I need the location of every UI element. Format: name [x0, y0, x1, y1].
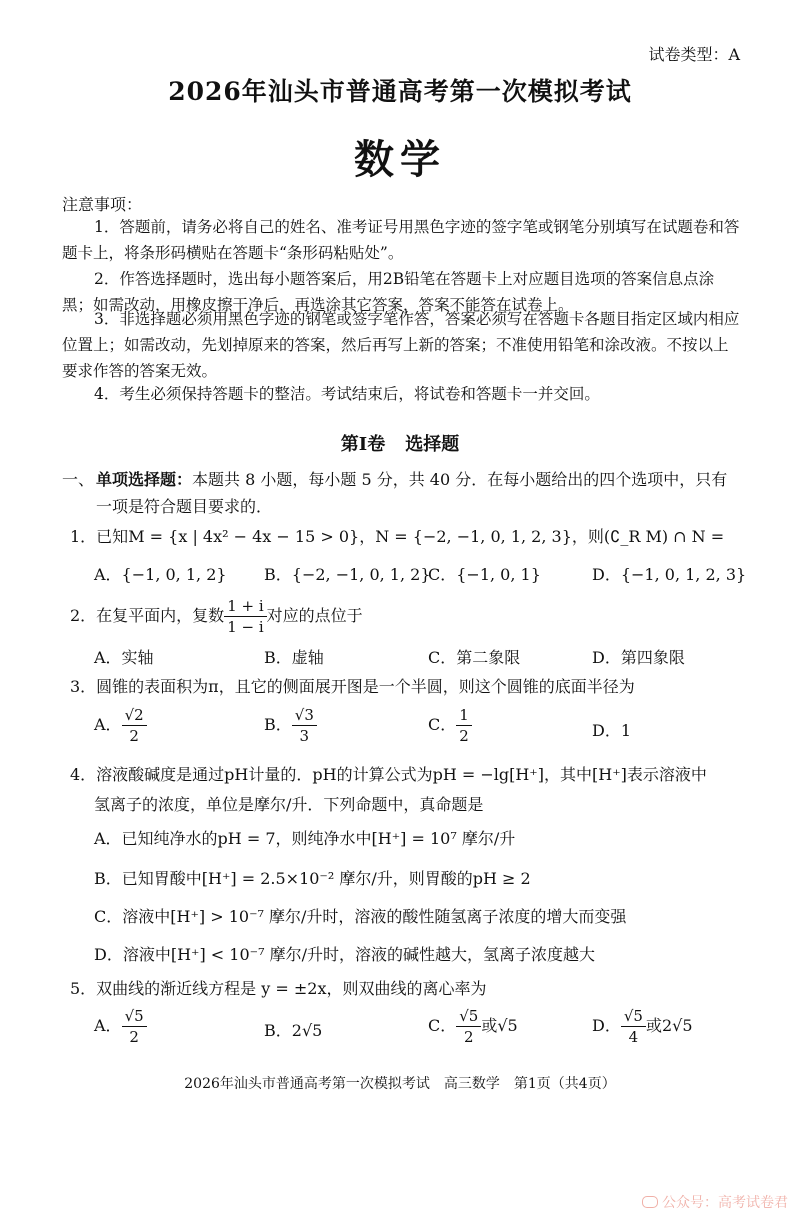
question-5-stem: 5．双曲线的渐近线方程是 y = ±2x，则双曲线的离心率为 — [70, 979, 487, 998]
q3-c-num: 1 — [456, 705, 472, 726]
q5-a-den: 2 — [129, 1028, 139, 1046]
q3-option-a — [94, 705, 147, 746]
watermark-text: 公众号：高考试卷君 — [662, 1195, 788, 1211]
q1-sep: ， — [359, 527, 376, 546]
q1-set-m: M = {x | 4x² − 4x − 15 > 0} — [128, 527, 360, 546]
q5-d-suffix: 或2√5 — [645, 1016, 693, 1035]
q1-set-n: N = {−2, −1, 0, 1, 2, 3} — [375, 527, 572, 546]
watermark — [642, 1192, 788, 1212]
note-item: 4．考生必须保持答题卡的整洁。考试结束后，将试卷和答题卡一并交回。 — [94, 385, 600, 403]
q2-frac-den: 1 − i — [227, 618, 264, 636]
q5-c-num: √5 — [456, 1006, 481, 1027]
q5-option-c — [428, 1006, 518, 1047]
q3-c-den: 2 — [459, 727, 469, 745]
section-name: 选择题 — [405, 434, 460, 455]
q4-option-c: C．溶液中[H⁺] > 10⁻⁷ 摩尔/升时，溶液的酸性随氢离子浓度的增大而变强 — [94, 907, 627, 926]
q2-option-c: C．第二象限 — [428, 648, 521, 667]
part-label: 单项选择题： — [96, 470, 193, 489]
q3-option-c — [428, 705, 472, 746]
q1-option-a: A．{−1, 0, 1, 2} — [94, 565, 227, 584]
q5-option-b: B．2√5 — [264, 1021, 323, 1040]
q5-d-num: √5 — [621, 1006, 646, 1027]
q1-option-d: D．{−1, 0, 1, 2, 3} — [592, 565, 747, 584]
wechat-icon — [642, 1196, 658, 1208]
q3-a-label: A． — [94, 715, 122, 734]
subject-title: 数学 — [354, 136, 446, 183]
q3-c-label: C． — [428, 715, 457, 734]
exam-title: 2026年汕头市普通高考第一次模拟考试 — [168, 77, 632, 106]
q2-option-b: B．虚轴 — [264, 648, 324, 667]
q5-a-label: A． — [94, 1016, 122, 1035]
note-item: 1．答题前，请务必将自己的姓名、准考证号用黑色字迹的签字笔或钢笔分别填写在试题卷和答题卡上，将条形码横贴在答题卡“条形码粘贴处”。 — [62, 218, 740, 262]
note-item: 2．作答选择题时，选出每小题答案后，用2B铅笔在答题卡上对应题目选项的答案信息点涂黑；如需改动，用橡皮擦干净后，再选涂其它答案，答案不能答在试卷上。 — [62, 270, 715, 314]
question-4-line1: 4．溶液酸碱度是通过pH计量的．pH的计算公式为pH = −lg[H⁺]，其中[H⁺]表示溶液中 — [70, 765, 707, 784]
q4-option-d: D．溶液中[H⁺] < 10⁻⁷ 摩尔/升时，溶液的碱性越大，氢离子浓度越大 — [94, 945, 595, 964]
q5-c-suffix: 或√5 — [481, 1016, 518, 1035]
q1-prefix: 1．已知 — [70, 527, 129, 546]
q5-c-label: C． — [428, 1016, 457, 1035]
q4-option-a: A．已知纯净水的pH = 7，则纯净水中[H⁺] = 10⁷ 摩尔/升 — [94, 829, 516, 848]
question-3-stem: 3．圆锥的表面积为π，且它的侧面展开图是一个半圆，则这个圆锥的底面半径为 — [70, 677, 635, 696]
q1-option-c: C．{−1, 0, 1} — [428, 565, 541, 584]
q3-b-label: B． — [264, 715, 292, 734]
note-item: 3．非选择题必须用黑色字迹的钢笔或签字笔作答，答案必须写在答题卡各题目指定区域内相应位置上；如需改动，先划掉原来的答案，然后再写上新的答案；不准使用铅笔和涂改液。不按以上要求作答的答案无效。 — [62, 310, 740, 380]
question-2-stem — [70, 596, 750, 637]
q2-option-a: A．实轴 — [94, 648, 154, 667]
section-part: 第Ⅰ卷 — [340, 434, 386, 455]
part-one-heading — [62, 466, 752, 520]
q1-expr: (∁_R M) ∩ N = — [603, 527, 725, 546]
paper-type-label: 试卷类型：A — [648, 45, 740, 64]
q5-a-num: √5 — [122, 1006, 147, 1027]
part-instructions-1: 本题共 8 小题，每小题 5 分，共 40 分．在每小题给出的四个选项中，只有 — [192, 470, 728, 489]
q5-option-d — [592, 1006, 693, 1047]
part-number: 一、 — [62, 470, 95, 489]
q5-c-den: 2 — [464, 1028, 474, 1046]
q3-b-num: √3 — [292, 705, 317, 726]
q2-suffix: 对应的点位于 — [266, 606, 363, 625]
section-title — [0, 430, 800, 456]
q5-d-label: D． — [592, 1016, 621, 1035]
q3-a-den: 2 — [129, 727, 139, 745]
q3-a-num: √2 — [122, 705, 147, 726]
q1-ask: ，则 — [571, 527, 604, 546]
page-footer: 2026年汕头市普通高考第一次模拟考试 高三数学 第1页（共4页） — [184, 1076, 616, 1092]
part-instructions-2: 一项是符合题目要求的． — [96, 497, 273, 516]
question-4-line2: 氢离子的浓度，单位是摩尔/升．下列命题中，真命题是 — [94, 795, 484, 814]
q2-option-d: D．第四象限 — [592, 648, 685, 667]
q3-option-b — [264, 705, 317, 746]
q2-prefix: 2．在复平面内，复数 — [70, 606, 225, 625]
q3-b-den: 3 — [299, 727, 310, 745]
q2-fraction — [224, 596, 266, 637]
q1-option-b: B．{−2, −1, 0, 1, 2} — [264, 565, 431, 584]
q3-option-d: D．1 — [592, 721, 632, 740]
q4-option-b: B．已知胃酸中[H⁺] = 2.5×10⁻² 摩尔/升，则胃酸的pH ≥ 2 — [94, 869, 531, 888]
q5-option-a — [94, 1006, 147, 1047]
q5-d-den: 4 — [628, 1028, 639, 1046]
notes-heading: 注意事项： — [62, 195, 143, 214]
question-1-stem — [70, 524, 750, 550]
q2-frac-num: 1 + i — [224, 596, 266, 617]
